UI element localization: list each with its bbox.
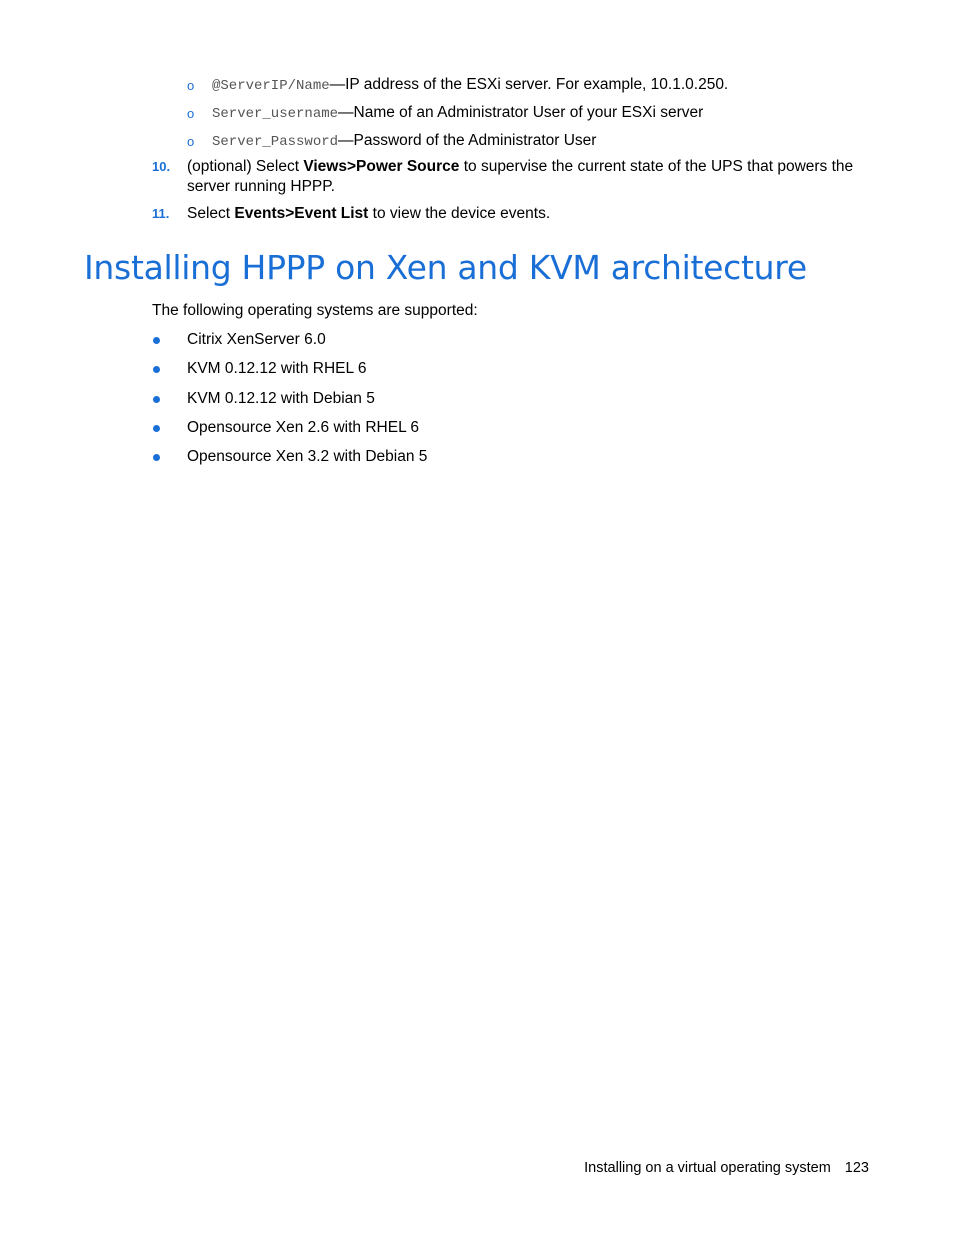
footer-section-title: Installing on a virtual operating system [584,1160,831,1176]
menu-path: Events>Event List [234,205,369,222]
bullet-icon [153,396,160,403]
bullet-icon [153,337,160,344]
step-item: 11. Select Events>Event List to view the device events. [152,205,551,222]
document-page: o @ServerIP/Name—IP address of the ESXi server. For example, 10.1.0.250. o Server_username—Name of an Administrator User of your ESXi server o Server_Password—Password of the Administrator User 10. (optional) Select Views>Power Source to supervise the current state of the UPS that powers the server running HPPP. 11. Select Events>Event List to view the device events. Installing HPPP on Xen and KVM architecture The following operating systems are supported: Citrix XenServer 6.0 KVM 0.12.12 with RHEL 6 KVM 0.12.12 with Debian 5 Opensource Xen 2.6 with RHEL 6 Opensource Xen 3.2 with Debian 5 Installing on a virtual operating system 123 [0,0,954,1235]
intro-paragraph: The following operating systems are supported: [152,302,478,319]
bullet-icon [153,425,160,432]
page-footer [584,1157,869,1179]
page-number: 123 [844,1160,869,1176]
item-description: —IP address of the ESXi server. For example, 10.1.0.250. [329,76,729,93]
hollow-bullet-icon: o [187,106,195,121]
menu-path: Views>Power Source [303,158,460,175]
bullet-icon [153,366,160,373]
hollow-bullet-icon: o [187,134,195,149]
item-description: —Name of an Administrator User of your ESXi server [338,104,704,121]
section-heading: Installing HPPP on Xen and KVM architecture [84,248,807,287]
hollow-bullet-icon: o [187,78,195,93]
item-description: —Password of the Administrator User [338,132,597,149]
bullet-icon [153,454,160,461]
code-term: Server_username [212,106,339,122]
step-item: 10. (optional) Select Views>Power Source to supervise the current state of the UPS that powers the server running HPPP. [152,158,854,195]
code-term: @ServerIP/Name [212,78,330,94]
step-number: 10. [152,159,171,174]
numbered-steps [152,157,872,231]
step-number: 11. [152,206,170,221]
code-term: Server_Password [212,134,339,150]
